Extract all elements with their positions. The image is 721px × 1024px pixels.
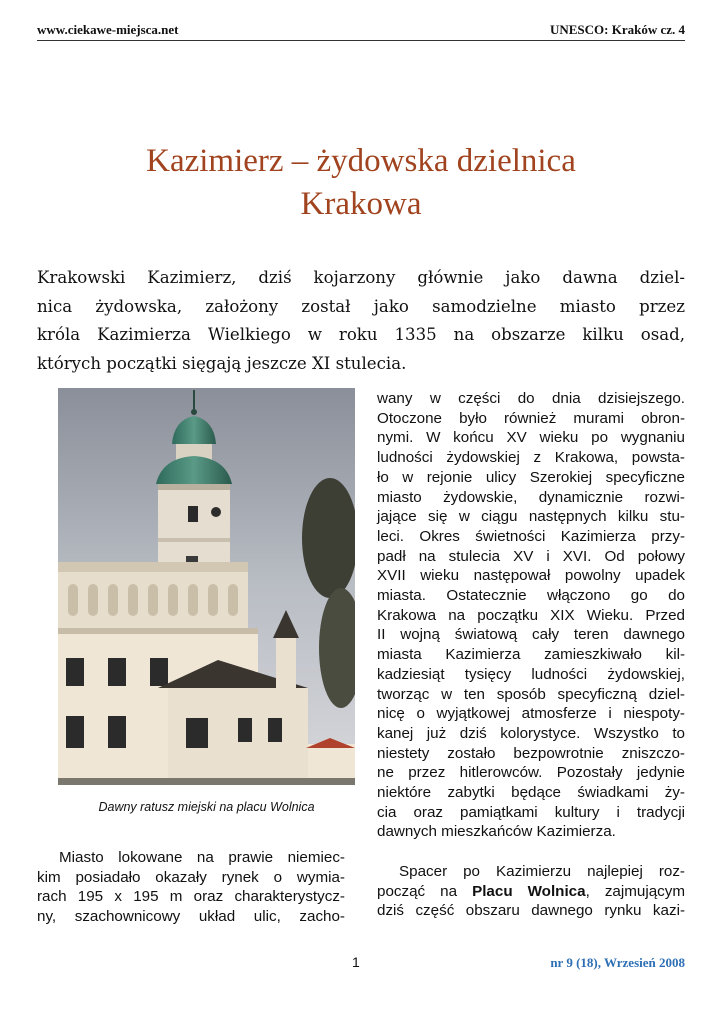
lead-line: których początki sięgają jeszcze XI stulecia. [37, 353, 407, 373]
text-line: miasta. Ostatecznie włączono go do [377, 587, 685, 605]
section-label: UNESCO: Kraków cz. 4 [549, 22, 685, 37]
text-line: kim posiadało okazały rynek o wymia- [37, 868, 345, 886]
text-line: padł na stulecia XV i XVI. Od połowy [377, 547, 685, 565]
lead-paragraph [37, 264, 685, 378]
text-line: kanej już dziś kolorystyce. Wszystko to [377, 724, 685, 742]
text-line: tworząc w ten sposób specyficzną dziel- [377, 685, 685, 703]
site-url[interactable]: www.ciekawe-miejsca.net [37, 22, 179, 37]
lead-line: nica żydowska, założony został jako samodzielne miasto przez [37, 296, 685, 316]
text-fragment: począć na [377, 882, 473, 900]
text-line: dawnych mieszkańców Kazimierza. [377, 823, 616, 841]
text-fragment: , zajmującym [585, 882, 685, 900]
text-line: ne przez hitlerowców. Pozostały jedynie [377, 764, 685, 782]
lead-line: króla Kazimierza Wielkiego w roku 1335 na obszarze kilku osad, [37, 325, 685, 344]
text-line: ło w rejonie ulicy Szerokiej specyficzne [377, 468, 685, 486]
title-line-2: Krakowa [300, 186, 422, 222]
photo-caption: Dawny ratusz miejski na placu Wolnica [98, 800, 315, 814]
left-column [37, 848, 345, 927]
page-header [37, 20, 685, 41]
right-column [377, 389, 685, 921]
text-line: niestety zostało bezpowrotnie zniszczo- [377, 744, 685, 762]
lead-line: Krakowski Kazimierz, dziś kojarzony głównie jako dawna dziel- [37, 268, 685, 287]
place-name-bold: Placu Wolnica [472, 882, 586, 900]
text-line: ludności żydowskiej z Krakowa, powsta- [377, 449, 685, 467]
article-title [37, 140, 685, 226]
text-line: dziś część obszaru dawnego rynku kazi- [377, 902, 685, 920]
text-line: miasto żydowskie, dynamicznie rozwi- [377, 488, 685, 506]
text-line: Spacer po Kazimierzu najlepiej roz- [399, 862, 685, 880]
text-line: nymi. W końcu XV wieku po wygnaniu [377, 429, 685, 447]
title-line-1: Kazimierz – żydowska dzielnica [146, 143, 576, 179]
text-line [377, 882, 685, 902]
page-number: 1 [352, 954, 360, 970]
text-line: leci. Okres świetności Kazimierza przy- [377, 527, 685, 545]
text-line: Otoczone było również murami obron- [377, 409, 685, 427]
town-hall-photo [58, 388, 355, 785]
text-line: Krakowa na początku XIX Wieku. Przed [377, 606, 685, 624]
text-line: miasta Kazimierza zamieszkiwało kil- [377, 646, 685, 664]
text-line: ny, szachownicowy układ ulic, zacho- [37, 908, 345, 926]
issue-label: nr 9 (18), Wrzesień 2008 [550, 955, 685, 970]
text-line: Miasto lokowane na prawie niemiec- [59, 849, 345, 866]
text-line: II wojną światową cały teren dawnego [377, 626, 685, 644]
text-line: XVII wieku następował powolny upadek [377, 567, 685, 585]
text-line: niektóre zabytki będące świadkami ży- [377, 784, 685, 802]
text-line: cia oraz pamiątkami kultury i tradycji [377, 803, 685, 821]
text-line: kadziesiąt tysięcy ludności żydowskiej, [377, 665, 685, 683]
text-line: wany w części do dnia dzisiejszego. [377, 390, 685, 407]
text-line: nicę o wyjątkowej atmosferze i niespoty- [377, 705, 685, 723]
text-line: rach 195 x 195 m oraz charakterystycz- [37, 888, 345, 906]
text-line: jające się w ciągu następnych kilku stu- [377, 508, 685, 526]
